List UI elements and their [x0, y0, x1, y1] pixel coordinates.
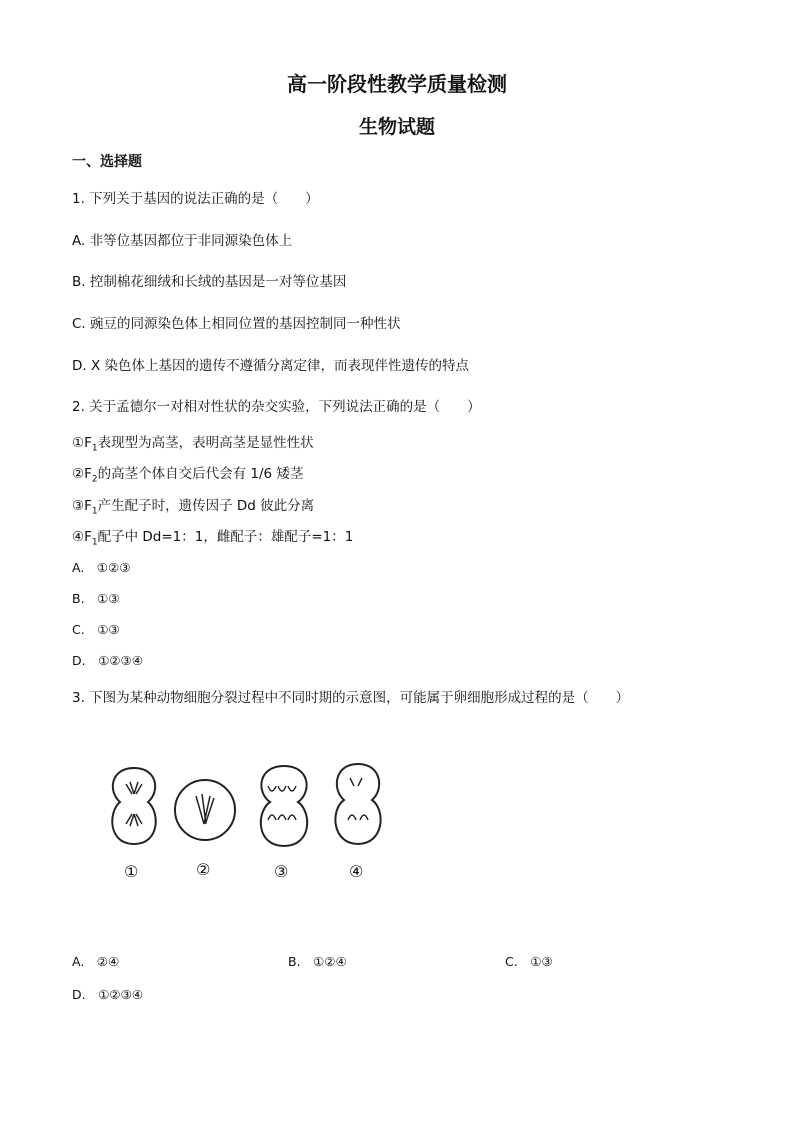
- q2-statement-1: [72, 431, 314, 454]
- q2-option-a: A. ①②③: [72, 560, 131, 575]
- figure-label-1: ①: [124, 862, 139, 881]
- q2-stem: 2. 关于孟德尔一对相对性状的杂交实验，下列说法正确的是（ ）: [72, 399, 481, 415]
- q2-option-c: C. ①③: [72, 622, 120, 637]
- q3-stem: 3. 下图为某种动物细胞分裂过程中不同时期的示意图，可能属于卵细胞形成过程的是（ ）: [72, 690, 630, 706]
- q2-statement-2-sub: 2: [91, 474, 98, 485]
- cell-3-diagram: [261, 766, 307, 846]
- figure-label-2: ②: [196, 860, 211, 879]
- q2-statement-4: [72, 525, 353, 548]
- q3-option-d: D. ①②③④: [72, 987, 143, 1002]
- q2-statement-2: [72, 462, 303, 485]
- q2-statement-1-sub: 1: [91, 443, 98, 454]
- cell-4-diagram: [335, 764, 380, 844]
- q2-statement-4-sub: 1: [91, 537, 98, 548]
- q2-statement-4-post: 配子中 Dd=1：1，雌配子：雄配子=1：1: [97, 529, 354, 545]
- cell-diagrams: [100, 762, 400, 862]
- q2-statement-3-post: 产生配子时，遗传因子 Dd 彼此分离: [97, 498, 315, 514]
- q3-option-c: C. ①③: [505, 954, 553, 969]
- cell-division-figure: [100, 762, 400, 892]
- exam-title: 高一阶段性教学质量检测: [287, 72, 507, 96]
- q1-option-d: D. X 染色体上基因的遗传不遵循分离定律，而表现伴性遗传的特点: [72, 358, 470, 374]
- q2-statement-1-pre: ①F: [72, 435, 92, 451]
- q1-option-b: B. 控制棉花细绒和长绒的基因是一对等位基因: [72, 274, 347, 290]
- cell-1-diagram: [112, 768, 155, 844]
- figure-label-3: ③: [274, 862, 289, 881]
- q3-option-a: A. ②④: [72, 954, 120, 969]
- section-heading: 一、选择题: [72, 154, 142, 170]
- q2-statement-3: [72, 494, 314, 517]
- exam-subtitle: 生物试题: [358, 116, 435, 138]
- figure-label-4: ④: [349, 862, 364, 881]
- q2-option-d: D. ①②③④: [72, 653, 143, 668]
- q3-option-b: B. ①②④: [288, 954, 347, 969]
- q2-statement-4-pre: ④F: [72, 529, 92, 545]
- q2-statement-2-post: 的高茎个体自交后代会有 1/6 矮茎: [97, 466, 304, 482]
- q2-statement-3-pre: ③F: [72, 498, 92, 514]
- q1-option-c: C. 豌豆的同源染色体上相同位置的基因控制同一种性状: [72, 316, 401, 332]
- cell-2-diagram: [175, 780, 235, 840]
- q1-stem: 1. 下列关于基因的说法正确的是（ ）: [72, 191, 319, 207]
- q1-option-a: A. 非等位基因都位于非同源染色体上: [72, 233, 293, 249]
- q2-statement-3-sub: 1: [91, 506, 98, 517]
- q2-statement-1-post: 表现型为高茎，表明高茎是显性性状: [97, 435, 314, 451]
- q2-statement-2-pre: ②F: [72, 466, 92, 482]
- q2-option-b: B. ①③: [72, 591, 120, 606]
